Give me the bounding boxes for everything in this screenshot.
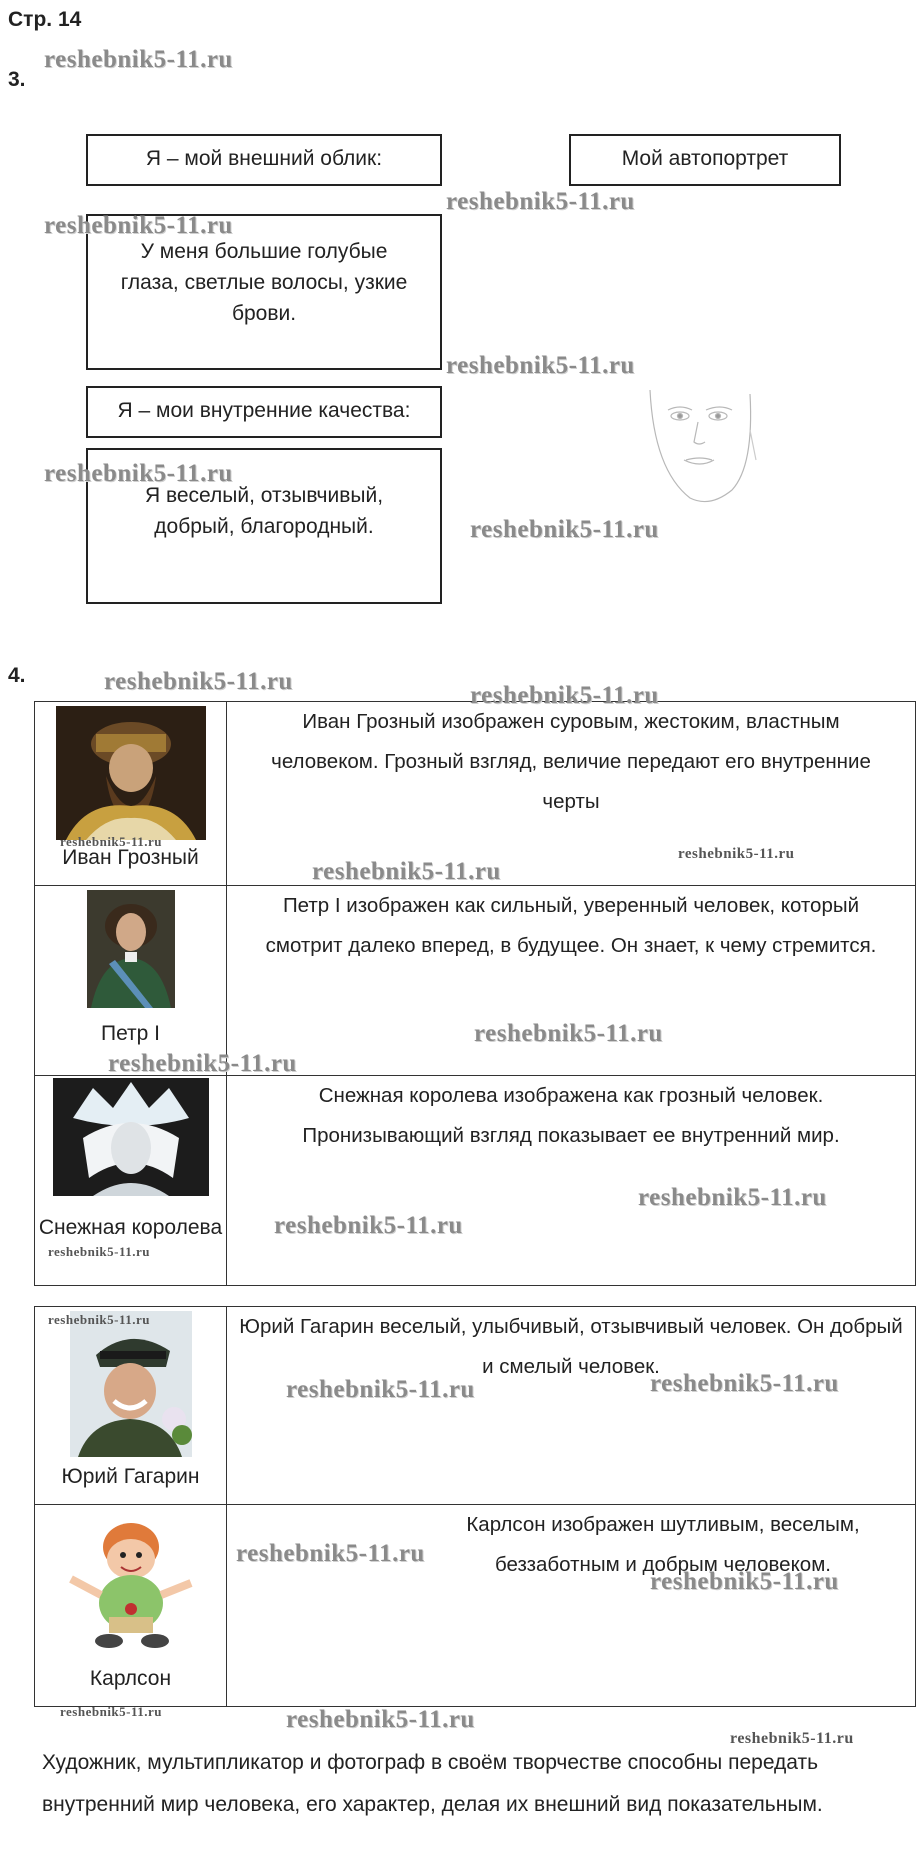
portrait-heading: Мой автопортрет [569,134,841,186]
watermark: reshebnik5-11.ru [470,516,659,543]
row-name: Юрий Гагарин [61,1465,200,1488]
task-3-number: 3. [8,68,26,91]
watermark: reshebnik5-11.ru [638,1184,827,1211]
row-text: Карлсон изображен шутливым, веселым, беззаботным и добрым человеком. [466,1513,860,1576]
table-row [35,1076,916,1286]
watermark: reshebnik5-11.ru [650,1568,839,1595]
watermark: reshebnik5-11.ru [446,352,635,379]
inner-qualities-text: Я веселый, отзывчивый, добрый, благородный. [86,448,442,604]
watermark: reshebnik5-11.ru [274,1212,463,1239]
row-name: Петр I [100,1022,161,1045]
page-label: Стр. 14 [8,8,82,31]
row-name: Снежная королева [38,1216,223,1239]
row-text: Юрий Гагарин веселый, улыбчивый, отзывчивый человек. Он добрый и смелый человек. [239,1315,903,1378]
watermark: reshebnik5-11.ru [446,188,635,215]
self-portrait-sketch [610,370,770,520]
table-row [35,1505,916,1707]
watermark: reshebnik5-11.ru [48,1312,151,1327]
artworks-table-2 [34,1306,916,1707]
watermark: reshebnik5-11.ru [108,1050,297,1077]
watermark: reshebnik5-11.ru [312,858,501,885]
row-name: Иван Грозный [62,846,199,869]
watermark: reshebnik5-11.ru [104,668,293,695]
task-4-number: 4. [8,664,26,687]
appearance-heading: Я – мой внешний облик: [86,134,442,186]
watermark: reshebnik5-11.ru [236,1540,425,1567]
watermark: reshebnik5-11.ru [44,212,233,239]
peter-i-portrait [87,890,175,1008]
snow-queen-portrait [53,1078,209,1196]
appearance-text: У меня большие голубые глаза, светлые волосы, узкие брови. [86,214,442,370]
conclusion-text: Художник, мультипликатор и фотограф в своём творчестве способны передать внутренний мир человека, его характер, делая их внешний вид показательным. [42,1751,823,1816]
row-text: Снежная королева изображена как грозный человек. Пронизывающий взгляд показывает ее внутренний мир. [302,1084,840,1147]
watermark: reshebnik5-11.ru [650,1370,839,1397]
row-name: Карлсон [89,1667,172,1690]
row-text: Иван Грозный изображен суровым, жестоким, властным человеком. Грозный взгляд, величие передают его внутренние черты [271,710,871,813]
watermark: reshebnik5-11.ru [60,1704,163,1719]
watermark: reshebnik5-11.ru [474,1020,663,1047]
table-row [35,1307,916,1505]
watermark: reshebnik5-11.ru [60,834,163,849]
watermark: reshebnik5-11.ru [48,1244,151,1259]
gagarin-portrait [70,1311,192,1457]
watermark: reshebnik5-11.ru [286,1376,475,1403]
watermark: reshebnik5-11.ru [286,1706,475,1733]
row-text: Петр I изображен как сильный, уверенный человек, который смотрит далеко вперед, в будущее. Он знает, к чему стремится. [265,894,877,957]
watermark: reshebnik5-11.ru [730,1730,854,1747]
ivan-grozny-portrait [56,706,206,840]
watermark: reshebnik5-11.ru [678,846,795,862]
watermark: reshebnik5-11.ru [44,46,233,73]
inner-qualities-heading: Я – мои внутренние качества: [86,386,442,438]
karlsson-illustration [57,1513,205,1653]
watermark: reshebnik5-11.ru [44,460,233,487]
watermark: reshebnik5-11.ru [470,682,659,709]
